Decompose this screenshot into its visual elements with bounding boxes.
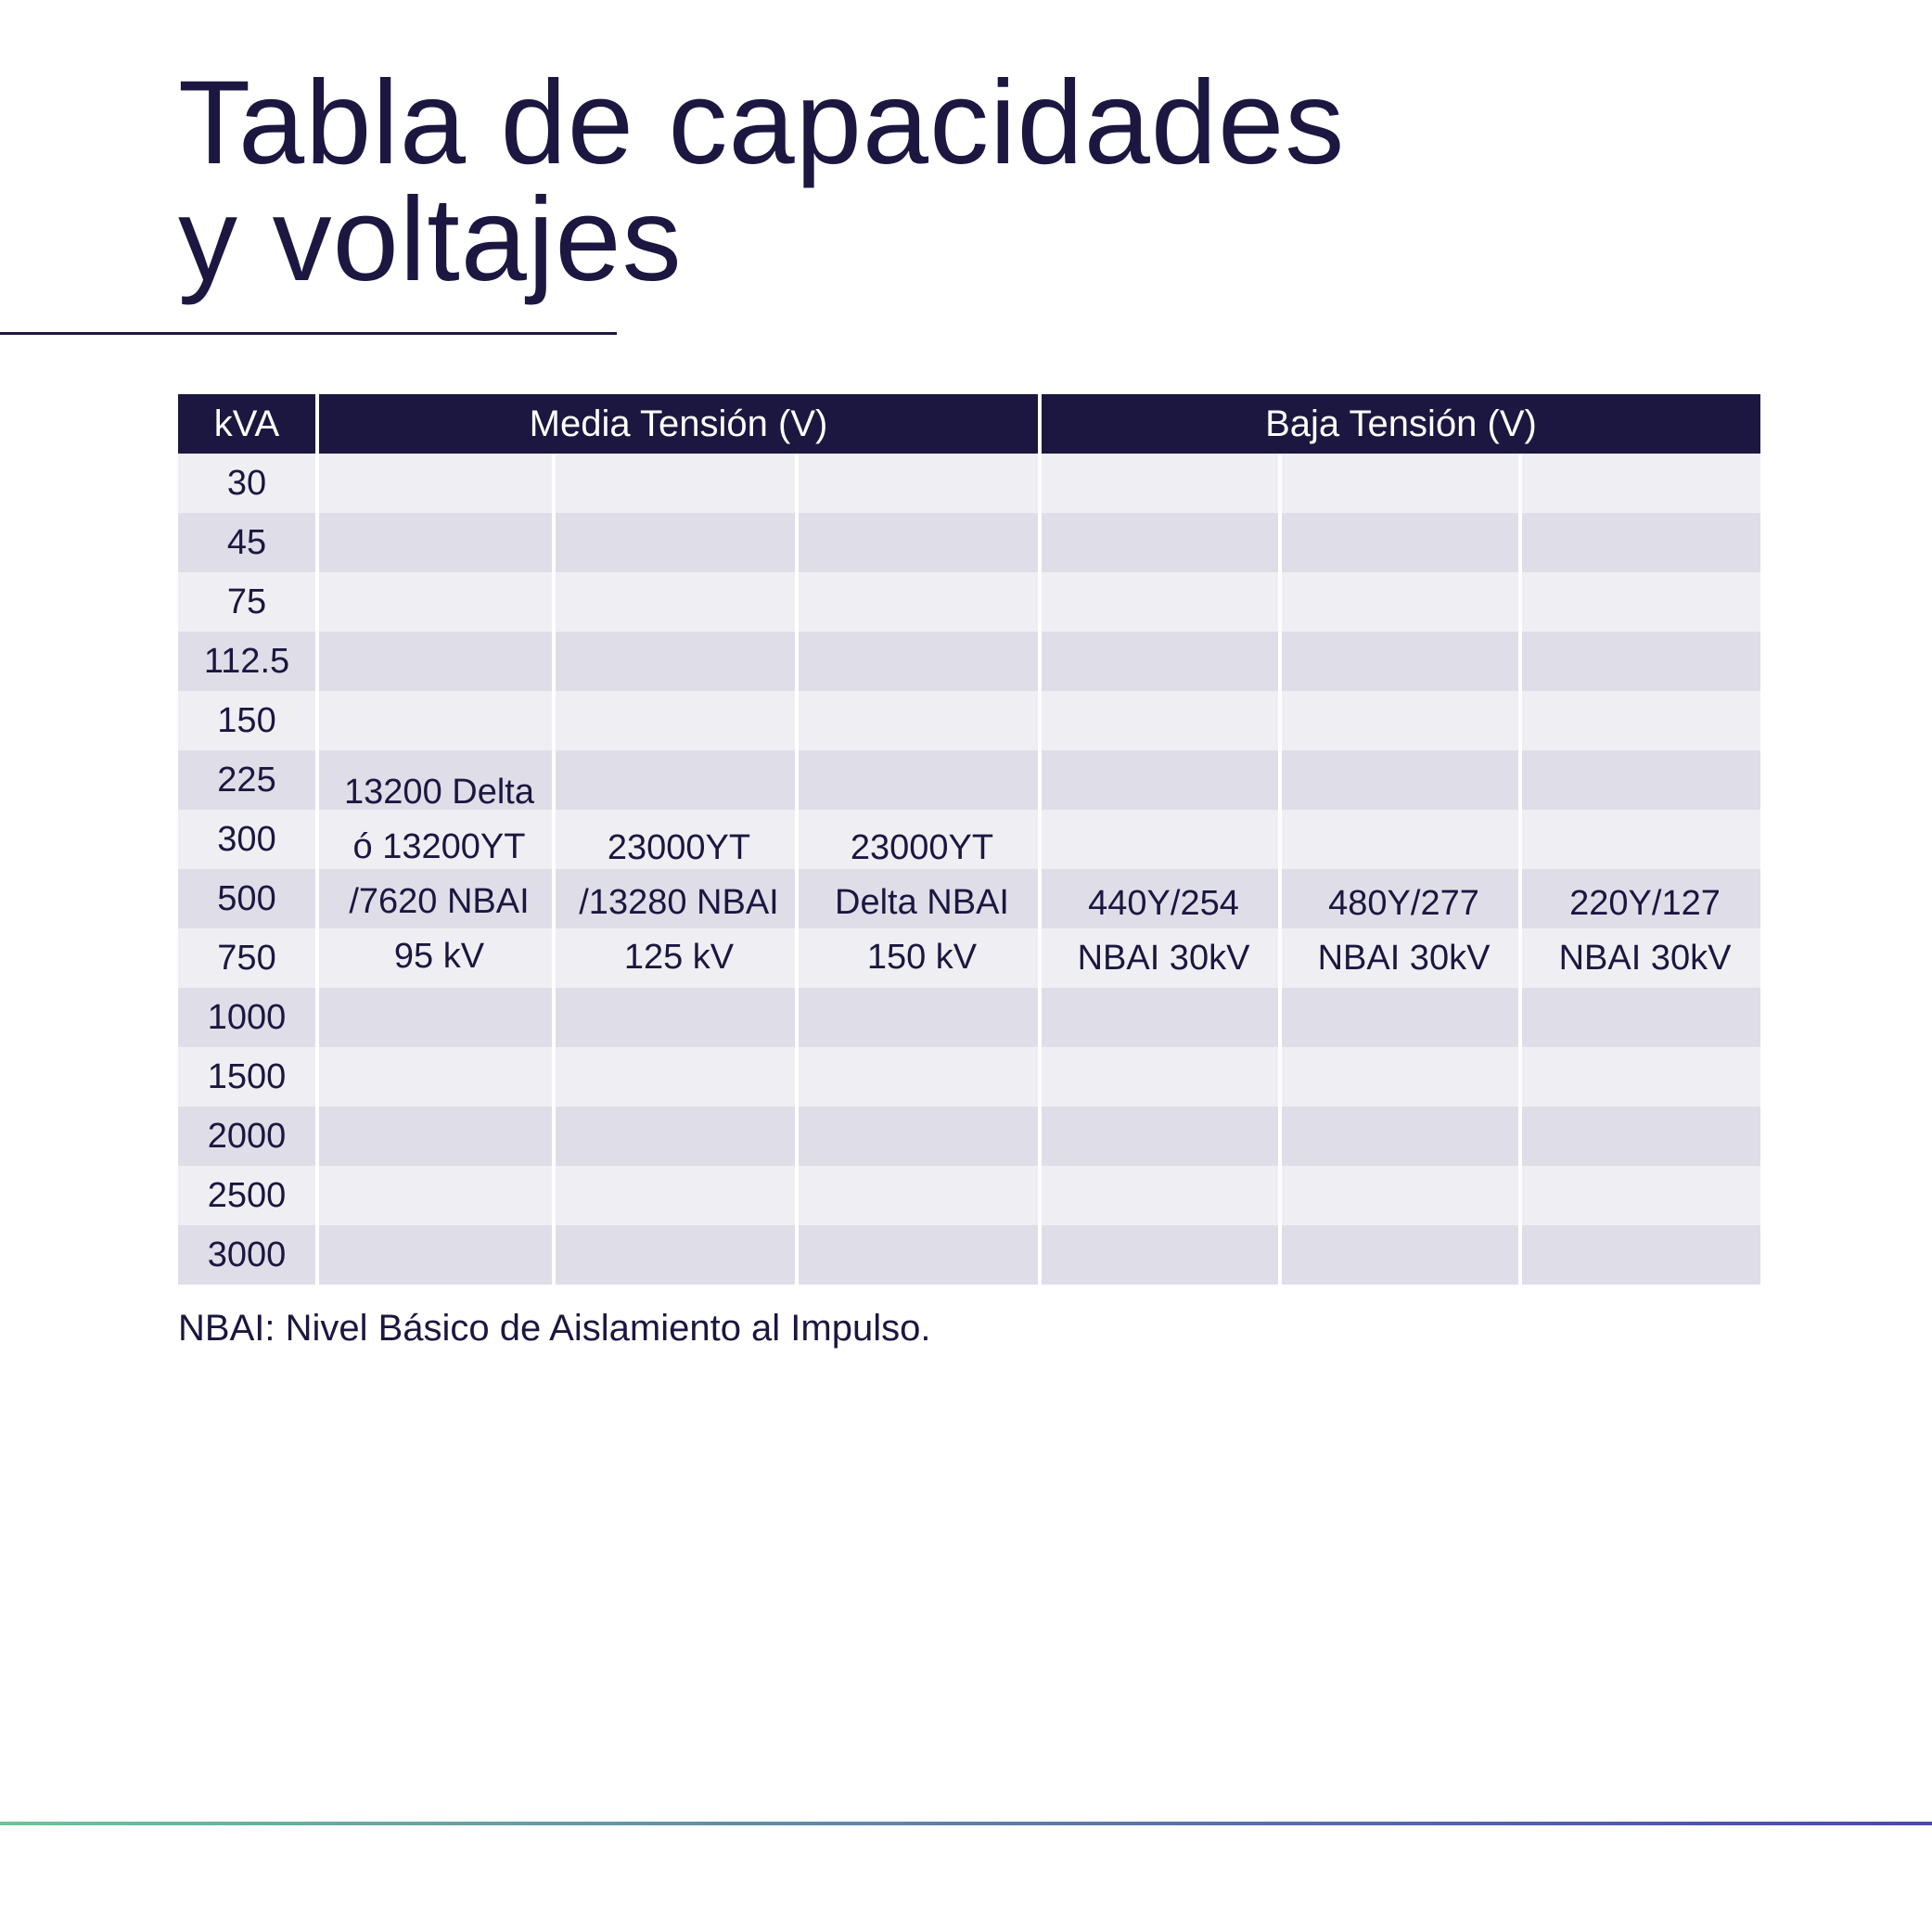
table-row xyxy=(178,454,1760,513)
voltage-cell xyxy=(552,632,795,691)
voltage-cell xyxy=(315,1047,552,1107)
kva-cell: 3000 xyxy=(178,1225,315,1285)
voltage-cell xyxy=(1038,572,1278,632)
voltage-cell xyxy=(315,1225,552,1285)
baja-column-value xyxy=(1286,876,1522,986)
voltage-line: 440Y/254 xyxy=(1088,884,1239,923)
kva-cell: 2000 xyxy=(178,1107,315,1166)
kva-cell: 500 xyxy=(178,869,315,928)
voltage-cell xyxy=(315,513,552,572)
bottom-gradient-rule xyxy=(0,1822,1932,1825)
voltage-cell xyxy=(552,1047,795,1107)
voltage-cell xyxy=(1278,1166,1518,1225)
kva-cell: 750 xyxy=(178,928,315,988)
voltage-line: /13280 NBAI xyxy=(579,883,779,922)
voltage-cell xyxy=(1038,632,1278,691)
voltage-cell xyxy=(795,988,1038,1047)
voltage-cell xyxy=(795,691,1038,750)
voltage-cell xyxy=(315,632,552,691)
voltage-line: 220Y/127 xyxy=(1569,884,1721,923)
voltage-line: 95 kV xyxy=(393,937,485,976)
kva-cell: 45 xyxy=(178,513,315,572)
media-column-value xyxy=(323,765,556,984)
voltage-cell xyxy=(1278,1225,1518,1285)
voltage-cell xyxy=(795,1225,1038,1285)
baja-column-value xyxy=(1045,876,1282,986)
voltage-cell xyxy=(1518,1047,1760,1107)
voltage-cell xyxy=(315,691,552,750)
table-row xyxy=(178,691,1760,750)
voltage-cell xyxy=(1518,572,1760,632)
voltage-cell xyxy=(795,1166,1038,1225)
voltage-cell xyxy=(1518,632,1760,691)
voltage-cell xyxy=(795,454,1038,513)
voltage-cell xyxy=(1518,1166,1760,1225)
voltage-line: 125 kV xyxy=(623,938,735,977)
voltage-cell xyxy=(315,572,552,632)
footnote: NBAI: Nivel Básico de Aislamiento al Impulso. xyxy=(178,1308,931,1349)
voltage-line: 480Y/277 xyxy=(1328,884,1479,923)
voltage-line: ó 13200YT xyxy=(352,827,526,866)
voltage-line: 13200 Delta xyxy=(344,773,534,812)
voltage-cell xyxy=(315,1166,552,1225)
title-line-1: Tabla de capacidades xyxy=(178,57,1346,189)
page-title xyxy=(178,57,1346,306)
voltage-cell xyxy=(552,513,795,572)
header-baja-tension: Baja Tensión (V) xyxy=(1038,394,1760,454)
voltage-cell xyxy=(1038,1107,1278,1166)
table-row xyxy=(178,1047,1760,1107)
voltage-cell xyxy=(315,454,552,513)
voltage-line: NBAI 30kV xyxy=(1317,939,1491,978)
voltage-cell xyxy=(1278,750,1518,810)
voltage-cell xyxy=(1518,513,1760,572)
voltage-cell xyxy=(1038,750,1278,810)
kva-cell: 75 xyxy=(178,572,315,632)
voltage-cell xyxy=(1518,810,1760,869)
voltage-cell xyxy=(1278,572,1518,632)
voltage-cell xyxy=(1518,1225,1760,1285)
voltage-cell xyxy=(552,750,795,810)
table-row xyxy=(178,1225,1760,1285)
voltage-line: /7620 NBAI xyxy=(349,882,530,921)
header-media-tension: Media Tensión (V) xyxy=(315,394,1038,454)
voltage-cell xyxy=(552,1166,795,1225)
voltage-line: 23000YT xyxy=(607,828,751,867)
voltage-cell xyxy=(552,1225,795,1285)
voltage-cell xyxy=(1518,454,1760,513)
voltage-line: 150 kV xyxy=(866,938,978,977)
title-divider xyxy=(0,332,617,335)
kva-cell: 1000 xyxy=(178,988,315,1047)
kva-cell: 30 xyxy=(178,454,315,513)
kva-cell: 150 xyxy=(178,691,315,750)
voltage-cell xyxy=(1038,1166,1278,1225)
kva-cell: 2500 xyxy=(178,1166,315,1225)
voltage-cell xyxy=(1278,1047,1518,1107)
voltage-cell xyxy=(315,1107,552,1166)
kva-cell: 300 xyxy=(178,810,315,869)
voltage-cell xyxy=(1278,513,1518,572)
voltage-cell xyxy=(552,691,795,750)
voltage-cell xyxy=(795,513,1038,572)
voltage-cell xyxy=(795,632,1038,691)
voltage-cell xyxy=(1038,691,1278,750)
voltage-cell xyxy=(1278,810,1518,869)
media-column-value xyxy=(559,821,799,985)
voltage-cell xyxy=(1278,1107,1518,1166)
kva-cell: 1500 xyxy=(178,1047,315,1107)
voltage-line: NBAI 30kV xyxy=(1558,939,1732,978)
media-column-value xyxy=(802,821,1042,985)
table-row xyxy=(178,632,1760,691)
table-row xyxy=(178,513,1760,572)
voltage-cell xyxy=(315,988,552,1047)
voltage-cell xyxy=(1038,988,1278,1047)
voltage-cell xyxy=(1278,632,1518,691)
voltage-cell xyxy=(1038,513,1278,572)
voltage-cell xyxy=(795,750,1038,810)
voltage-cell xyxy=(1038,1225,1278,1285)
table-row xyxy=(178,1107,1760,1166)
voltage-cell xyxy=(1038,454,1278,513)
voltage-cell xyxy=(795,1107,1038,1166)
voltage-cell xyxy=(552,988,795,1047)
voltage-line: NBAI 30kV xyxy=(1077,939,1250,978)
voltage-cell xyxy=(1278,988,1518,1047)
baja-column-value xyxy=(1526,876,1764,986)
header-kva: kVA xyxy=(178,394,315,454)
voltage-cell xyxy=(1518,988,1760,1047)
voltage-cell xyxy=(795,572,1038,632)
voltage-cell xyxy=(552,1107,795,1166)
voltage-cell xyxy=(1518,691,1760,750)
voltage-cell xyxy=(1038,1047,1278,1107)
table-header-row xyxy=(178,394,1760,454)
title-line-2: y voltajes xyxy=(178,173,683,306)
voltage-line: 23000YT xyxy=(850,828,994,867)
voltage-cell xyxy=(552,454,795,513)
voltage-cell xyxy=(1518,750,1760,810)
table-row xyxy=(178,572,1760,632)
kva-cell: 112.5 xyxy=(178,632,315,691)
table-row xyxy=(178,988,1760,1047)
voltage-cell xyxy=(1038,810,1278,869)
voltage-cell xyxy=(1278,454,1518,513)
voltage-cell xyxy=(1518,1107,1760,1166)
voltage-cell xyxy=(1278,691,1518,750)
voltage-cell xyxy=(552,572,795,632)
voltage-line: Delta NBAI xyxy=(835,883,1009,922)
table-row xyxy=(178,1166,1760,1225)
kva-cell: 225 xyxy=(178,750,315,810)
voltage-cell xyxy=(795,1047,1038,1107)
